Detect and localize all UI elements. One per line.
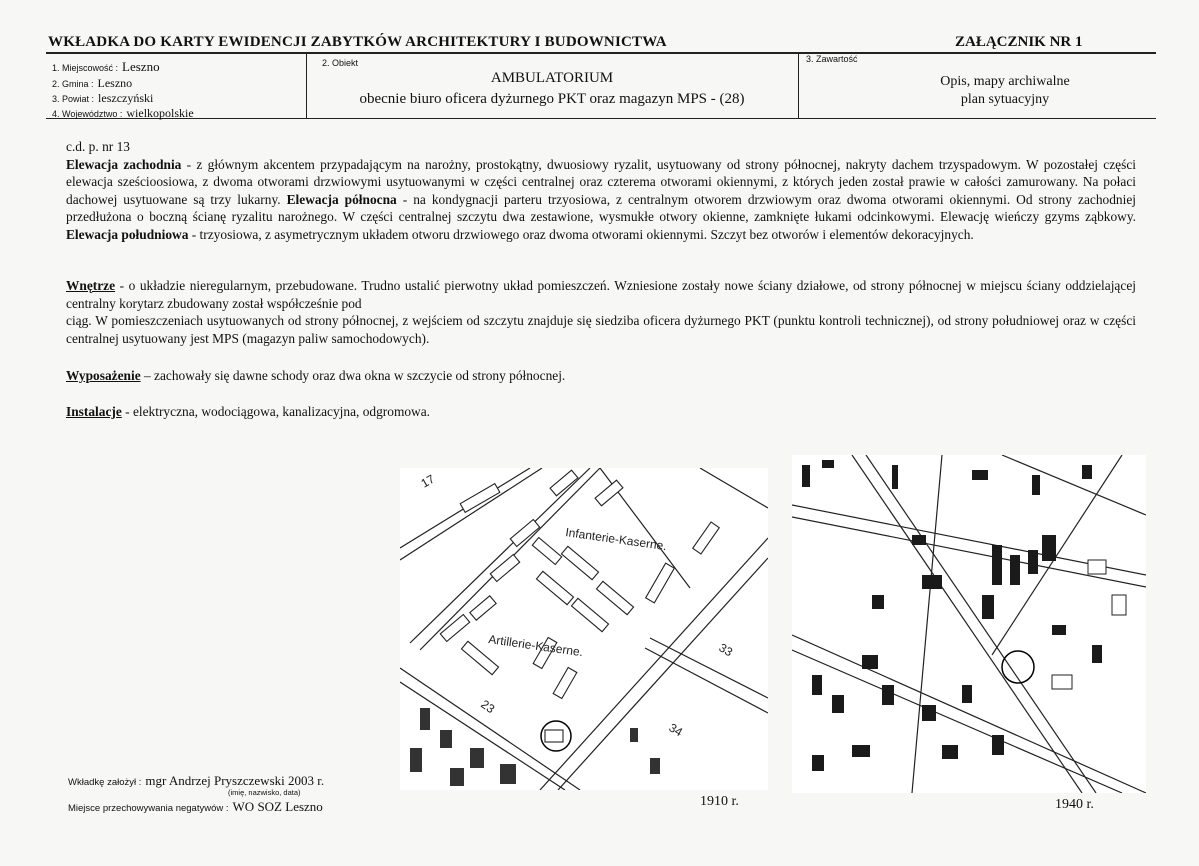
north-elevation-heading: Elewacja północna — [286, 191, 397, 207]
footer-negatives: Miejsce przechowywania negatywów : WO SOZ Leszno — [68, 799, 323, 814]
map-1910-street-23: 23 — [478, 696, 498, 717]
map-1910-street-17: 17 — [418, 471, 438, 491]
map-1910 — [400, 468, 768, 790]
header-divider-2 — [798, 54, 799, 118]
paragraph-interior: Wnętrze - o układzie nieregularnym, przebudowane. Trudno ustalić pierwotny układ pomieszczeń. Wzniesione zostały nowe ściany działowe, od strony północnej w miejscu ściany oddzielającej centralny korytarz zbudowany został współcześnie pod ciąg. W pomieszczeniach usytuowanych od strony północnej, z wejściem od szczytu znajduje się siedziba oficera dyżurnego PKT (punktu kontroli technicznej), od strony południowej oraz w części centralnej usytuowany jest MPS (magazyn paliw samochodowych). — [66, 278, 1136, 346]
location-wojewodztwo: 4. Województwo : wielkopolskie — [52, 106, 194, 120]
continuation-note: c.d. p. nr 13 — [66, 139, 130, 154]
installations-heading: Instalacje — [66, 404, 122, 419]
object-name: AMBULATORIUM — [490, 70, 614, 86]
location-powiat: 3. Powiat : leszczyński — [52, 91, 154, 105]
west-elevation-heading: Elewacja zachodnia — [66, 156, 182, 172]
south-elevation-heading: Elewacja południowa — [66, 226, 189, 242]
map-1940 — [792, 455, 1146, 793]
map-1940-drawing — [792, 455, 1146, 793]
paragraph-equipment: Wyposażenie – zachowały się dawne schody oraz dwa okna w szczycie od strony północnej. — [66, 368, 566, 383]
description-body — [66, 138, 1136, 243]
location-miejscowosc: 1. Miejscowość : Leszno — [52, 59, 160, 74]
paragraph-elevations: Elewacja zachodnia - z głównym akcentem przypadającym na narożny, prostokątny, dwuosiowy ryzalit, usytuowany od strony północnej, nakryty dachem trzyspadowym. W pozostałej części elewacja sześcioosiowa, z dwoma otworami drzwiowymi usytuowanymi w części centralnej oraz czterema otworami okiennymi, z których jeden został prawie w całości zamurowany. Na połaci dachowej usytuowane są trzy lukarny. Elewacja północna - na kondygnacji parteru trzyosiowa, z centralnym otworem drzwiowym oraz dwoma otworami okiennymi. Od strony zachodniej przedłużona o boczną ścianę ryzalitu narożnego. W części centralnej szczytu dwa zestawione, wysmukłe otwory okienne, zamknięte łukami odcinkowymi. Elewację wieńczy gzyms ząbkowy. Elewacja południowa - trzyosiowa, z asymetrycznym układem otworu drzwiowego oraz dwoma otworami okiennymi. Szczyt bez otworów i elementów dekoracyjnych. — [66, 156, 1137, 242]
map-1910-label-infantry: Infanterie-Kaserne. — [564, 525, 668, 554]
footer-author: Wkładkę założył : mgr Andrzej Pryszczewski 2003 r. — [68, 773, 325, 788]
interior-heading: Wnętrze — [66, 278, 116, 293]
object-label: 2. Obiekt — [322, 58, 359, 68]
contents-line-1: Opis, mapy archiwalne — [940, 74, 1070, 89]
annex-number: ZAŁĄCZNIK NR 1 — [955, 34, 1083, 50]
paragraph-installations: Instalacje - elektryczna, wodociągowa, kanalizacyjna, odgromowa. — [66, 404, 431, 419]
header-rule-bottom — [46, 118, 1156, 119]
map-1910-year: 1910 r. — [700, 794, 739, 809]
map-1910-label-artillery: Artillerie-Kaserne. — [487, 632, 584, 660]
map-1910-street-34: 34 — [666, 720, 686, 740]
map-1910-street-33: 33 — [716, 640, 736, 660]
object-description: obecnie biuro oficera dyżurnego PKT oraz magazyn MPS - (28) — [359, 91, 745, 107]
contents-line-2: plan sytuacyjny — [960, 92, 1050, 107]
equipment-heading: Wyposażenie — [66, 368, 141, 383]
map-1910-drawing — [400, 468, 768, 790]
form-title: WKŁADKA DO KARTY EWIDENCJI ZABYTKÓW ARCHITEKTURY I BUDOWNICTWA — [48, 34, 667, 50]
contents-label: 3. Zawartość — [806, 54, 858, 64]
map-1940-year: 1940 r. — [1055, 797, 1094, 812]
location-gmina: 2. Gmina : Leszno — [52, 76, 133, 90]
footer-author-note: (imię, nazwisko, data) — [228, 788, 301, 797]
header-rule-top — [46, 52, 1156, 54]
